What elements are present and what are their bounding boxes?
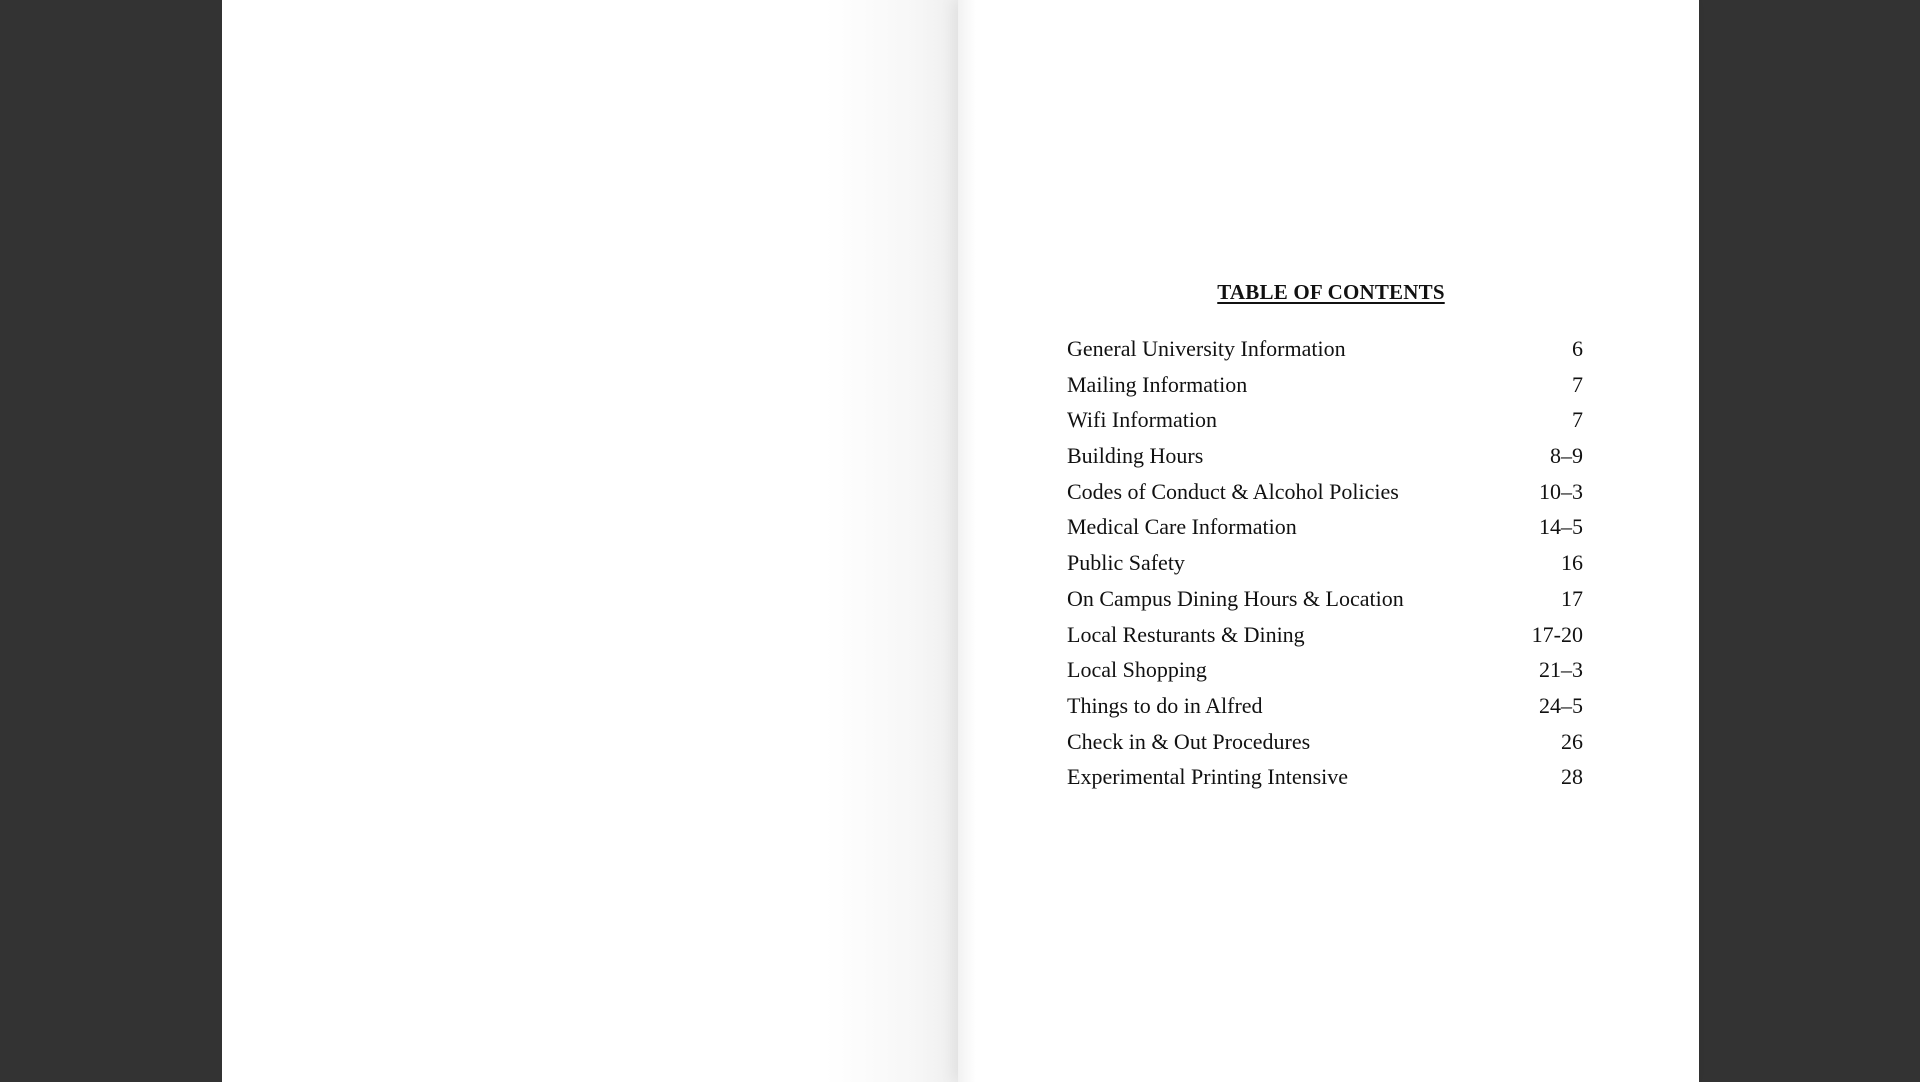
toc-entry-title: General University Information xyxy=(1067,336,1346,361)
toc-entry-title: Medical Care Information xyxy=(1067,514,1297,540)
left-page xyxy=(222,0,958,1082)
toc-entry-page: 26 xyxy=(1561,728,1583,754)
toc-entry-page: 28 xyxy=(1561,764,1583,790)
toc-entry-page: 6 xyxy=(1572,336,1583,361)
toc-entry-title: On Campus Dining Hours & Location xyxy=(1067,585,1404,611)
toc-entry-title: Check in & Out Procedures xyxy=(1067,728,1311,754)
toc-entry xyxy=(1067,438,1583,474)
toc-entry xyxy=(1067,724,1583,760)
toc-entry-title: Building Hours xyxy=(1067,443,1204,469)
toc-entry-page: 17-20 xyxy=(1531,621,1583,647)
toc-entry xyxy=(1067,652,1583,688)
toc-entry xyxy=(1067,759,1583,795)
toc-entry-title: Experimental Printing Intensive xyxy=(1067,764,1349,790)
right-page xyxy=(958,0,1699,1082)
table-of-contents xyxy=(1067,280,1583,795)
toc-entry-title: Mailing Information xyxy=(1067,371,1248,397)
toc-entry-title: Codes of Conduct & Alcohol Policies xyxy=(1067,478,1399,504)
toc-entry-page: 14–5 xyxy=(1539,514,1583,540)
toc-entry xyxy=(1067,331,1583,367)
toc-entry-page: 24–5 xyxy=(1539,692,1583,718)
toc-entry-title: Local Resturants & Dining xyxy=(1067,621,1305,647)
toc-entry-title: Things to do in Alfred xyxy=(1067,692,1263,718)
toc-entry-title: Wifi Information xyxy=(1067,407,1218,433)
toc-entry xyxy=(1067,581,1583,617)
toc-entry-page: 17 xyxy=(1561,585,1583,611)
toc-entry-page: 7 xyxy=(1572,371,1583,397)
page-gutter-shadow xyxy=(958,0,976,1082)
toc-entry-page: 16 xyxy=(1561,550,1583,576)
toc-list xyxy=(1067,331,1583,795)
toc-entry xyxy=(1067,367,1583,403)
toc-entry-page: 10–3 xyxy=(1539,478,1583,504)
toc-entry-title: Local Shopping xyxy=(1067,657,1207,683)
toc-entry xyxy=(1067,545,1583,581)
toc-entry-page: 7 xyxy=(1572,407,1583,433)
toc-entry xyxy=(1067,688,1583,724)
toc-entry xyxy=(1067,402,1583,438)
toc-entry xyxy=(1067,617,1583,653)
toc-entry-title: Public Safety xyxy=(1067,550,1185,576)
toc-entry-page: 21–3 xyxy=(1539,657,1583,683)
toc-entry-page: 8–9 xyxy=(1550,443,1583,469)
toc-entry xyxy=(1067,474,1583,510)
toc-title: TABLE OF CONTENTS xyxy=(1217,280,1445,304)
toc-entry xyxy=(1067,509,1583,545)
